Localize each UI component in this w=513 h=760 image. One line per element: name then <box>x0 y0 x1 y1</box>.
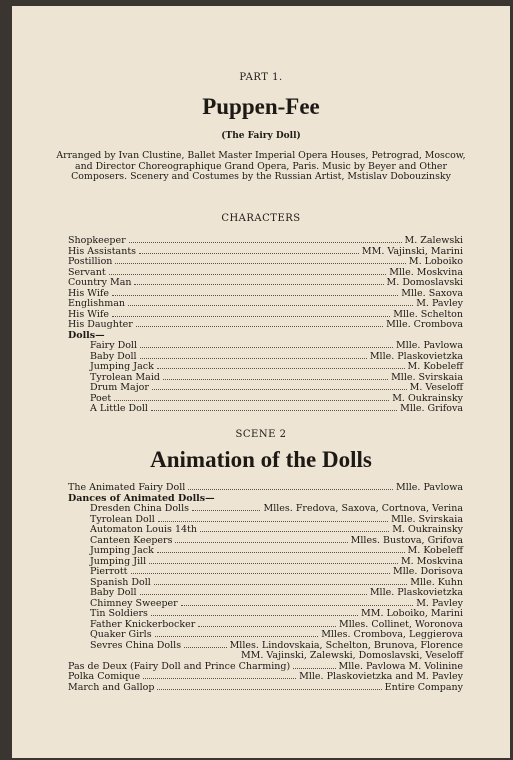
role-name: His Wife <box>68 308 109 320</box>
performer-name: M. Oukrainsky <box>392 392 463 404</box>
dot-leader <box>109 274 387 275</box>
performer-name: M. Domoslavski <box>386 277 463 288</box>
role-name: His Wife <box>68 287 109 299</box>
role-name: Jumping Jill <box>90 555 147 567</box>
dot-leader <box>158 521 388 522</box>
dot-leader <box>139 253 359 254</box>
role-name: His Daughter <box>68 319 133 330</box>
finale-row <box>68 672 463 683</box>
role-name: Jumping Jack <box>90 361 154 372</box>
dance-row <box>68 567 463 578</box>
role-name: Poet <box>90 392 112 404</box>
dot-leader <box>140 358 367 359</box>
dot-leader <box>293 668 335 669</box>
role-name: Tyrolean Maid <box>90 371 160 383</box>
performer-name: M. Kobeleff <box>407 545 463 556</box>
role-name: Dances of Animated Dolls— <box>68 492 215 504</box>
doll-row <box>68 383 463 394</box>
dot-leader <box>200 531 389 532</box>
role-name: Tyrolean Doll <box>90 513 155 525</box>
scene-cast-row <box>68 483 463 494</box>
role-name: Baby Doll <box>90 587 137 598</box>
role-name: The Animated Fairy Doll <box>68 482 186 493</box>
role-name: March and Gallop <box>68 681 155 693</box>
dot-leader <box>140 347 393 348</box>
dot-leader <box>128 305 413 306</box>
performer-name: Entire Company <box>384 681 463 693</box>
dance-row <box>68 588 463 599</box>
role-name: Polka Comique <box>68 671 141 682</box>
dot-leader <box>192 510 260 511</box>
dot-leader <box>157 368 405 369</box>
performer-name: M. Loboiko <box>408 256 463 267</box>
dot-leader <box>129 242 402 243</box>
role-name: Servant <box>68 266 106 278</box>
role-name: Chimney Sweeper <box>90 597 178 609</box>
character-row <box>68 278 463 289</box>
dot-leader <box>181 605 414 606</box>
performer-name: Mlles. Crombova, Leggierova <box>321 629 463 640</box>
part-heading: PART 1. <box>239 72 283 83</box>
character-row <box>68 289 463 300</box>
dot-leader <box>152 389 407 390</box>
performer-name: M. Oukrainsky <box>392 524 463 535</box>
performer-name: Mlle. Plaskovietzka and M. Pavley <box>299 671 463 682</box>
performer-name: MM. Vajinski, Marini <box>361 245 463 257</box>
role-name: Drum Major <box>90 382 149 393</box>
performer-name: Mlle. Crombova <box>386 319 463 330</box>
role-name: Sevres China Dolls <box>90 639 182 651</box>
role-name: Baby Doll <box>90 350 137 362</box>
characters-list <box>68 236 463 415</box>
dot-leader <box>112 316 390 317</box>
performer-name: M. Pavley <box>416 298 463 309</box>
ballet-title: Puppen-Fee <box>202 94 320 119</box>
character-row <box>68 247 463 258</box>
characters-heading: CHARACTERS <box>221 213 301 224</box>
dot-leader <box>151 410 397 411</box>
performer-name: Mlle. Pavlowa <box>395 482 463 493</box>
performer-name: Mlles. Lindovskaia, Schelton, Brunova, Florence <box>229 639 463 651</box>
dot-leader <box>155 636 319 637</box>
dot-leader <box>175 542 347 543</box>
performer-name: MM. Loboiko, Marini <box>360 608 463 619</box>
role-name: Dresden China Dolls <box>90 503 190 514</box>
ballet-subtitle: (The Fairy Doll) <box>221 131 301 141</box>
role-name: Postillion <box>68 256 113 267</box>
dot-leader <box>114 400 389 401</box>
doll-row <box>68 341 463 352</box>
role-name: Country Man <box>68 277 132 288</box>
doll-row <box>68 404 463 415</box>
sevres-continuation <box>68 651 463 662</box>
performer-name: Mlle. Plaskovietzka <box>369 587 463 598</box>
performer-name: M. Zalewski <box>404 235 463 246</box>
performer-name: Mlle. Schelton <box>393 308 463 320</box>
dot-leader <box>157 689 381 690</box>
dot-leader <box>134 284 383 285</box>
dot-leader <box>154 584 407 585</box>
performer-name: M. Veseloff <box>409 382 463 393</box>
performer-name: Mlle. Grifova <box>400 403 463 414</box>
performer-name: Mlles. Bustova, Grifova <box>350 534 463 546</box>
dot-leader <box>143 678 296 679</box>
doll-row <box>68 362 463 373</box>
dot-leader <box>136 326 383 327</box>
dot-leader <box>149 563 398 564</box>
dot-leader <box>184 647 226 648</box>
dot-leader <box>115 263 405 264</box>
dance-row <box>68 630 463 641</box>
role-name: Spanish Doll <box>90 576 151 588</box>
role-name: Dolls— <box>68 329 105 341</box>
performer-name: Mlles. Collinet, Woronova <box>338 618 463 630</box>
performer-name: Mlle. Pavlowa M. Volinine <box>338 660 463 672</box>
dance-row <box>68 504 463 515</box>
dot-leader <box>112 295 398 296</box>
program-page <box>12 6 510 758</box>
role-name: Quaker Girls <box>90 629 152 640</box>
dot-leader <box>151 615 358 616</box>
performer-name: Mlle. Saxova <box>401 287 463 299</box>
dot-leader <box>163 379 388 380</box>
performer-name: Mlle. Plaskovietzka <box>369 350 463 362</box>
finale-row <box>68 683 463 694</box>
performer-name: MM. Vajinski, Zalewski, Domoslavski, Veseloff <box>240 650 463 661</box>
performer-name: Mlle. Moskvina <box>389 266 463 278</box>
performer-name: Mlle. Dorisova <box>392 566 463 577</box>
scene-title: Animation of the Dolls <box>150 447 372 472</box>
dot-leader <box>140 594 367 595</box>
credits-paragraph: Arranged by Ivan Clustine, Ballet Master Imperial Opera Houses, Petrograd, Moscow, and Director Choreographique Grand Opera, Paris. Music by Beyer and Other Composers. Scenery and Costumes by the Russian Artist, Mstislav Dobouzinsky <box>56 150 466 182</box>
scene-cast-list <box>68 483 463 693</box>
role-name: Englishman <box>68 298 125 309</box>
role-name: Pas de Deux (Fairy Doll and Prince Charming) <box>68 660 291 672</box>
performer-name: Mlle. Svirskaia <box>391 513 463 525</box>
role-name: Jumping Jack <box>90 545 154 556</box>
dance-row <box>68 525 463 536</box>
performer-name: Mlle. Kuhn <box>410 576 463 588</box>
role-name: Fairy Doll <box>90 340 137 351</box>
performer-name: M. Kobeleff <box>407 361 463 372</box>
performer-name: M. Moskvina <box>400 555 463 567</box>
dot-leader <box>157 552 405 553</box>
scene-heading: SCENE 2 <box>235 429 287 440</box>
role-name: A Little Doll <box>90 403 148 414</box>
character-row <box>68 320 463 331</box>
dot-leader <box>131 573 390 574</box>
character-row <box>68 299 463 310</box>
role-name: Automaton Louis 14th <box>90 524 197 535</box>
role-name: Father Knickerbocker <box>90 618 196 630</box>
character-row <box>68 257 463 268</box>
performer-name: Mlles. Fredova, Saxova, Cortnova, Verina <box>263 503 463 514</box>
performer-name: Mlle. Pavlowa <box>395 340 463 351</box>
role-name: Tin Soldiers <box>90 608 148 619</box>
role-name: Shopkeeper <box>68 235 126 246</box>
dot-leader <box>198 626 336 627</box>
dance-row <box>68 546 463 557</box>
role-name: Canteen Keepers <box>90 534 173 546</box>
dance-row <box>68 609 463 620</box>
dot-leader <box>188 489 393 490</box>
performer-name: M. Pavley <box>416 597 463 609</box>
role-name: His Assistants <box>68 245 137 257</box>
role-name: Pierrott <box>90 566 128 577</box>
character-row <box>68 236 463 247</box>
performer-name: Mlle. Svirskaia <box>391 371 463 383</box>
